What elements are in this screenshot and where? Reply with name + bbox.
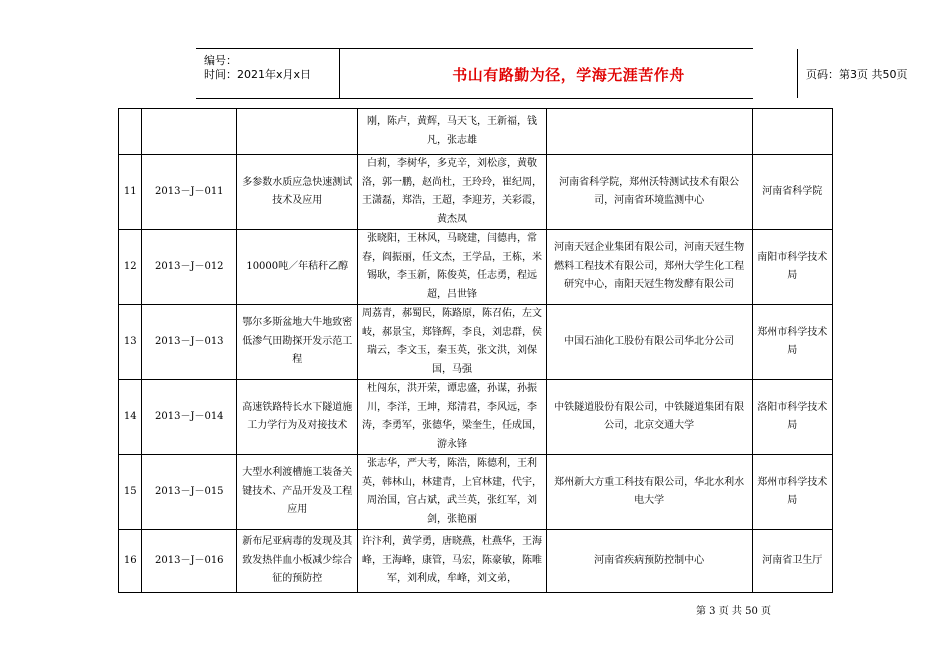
cell-dept: 郑州市科学技术局 [752, 455, 833, 530]
cell-title: 高速铁路特长水下隧道施工力学行为及对接技术 [237, 380, 358, 455]
cell-num [119, 109, 142, 155]
cell-org: 河南省科学院，郑州沃特测试技术有限公司，河南省环境监测中心 [546, 155, 752, 230]
cell-people: 杜闯东，洪开荣，谭忠盛，孙谋，孙振川，李洋，王坤，郑清君，李风远，李涛，李勇军，张德华，梁奎生，任成国，游永锋 [358, 380, 546, 455]
cell-title [237, 109, 358, 155]
cell-code: 2013－J－012 [142, 230, 237, 305]
cell-code: 2013－J－013 [142, 305, 237, 380]
table-row [119, 230, 833, 305]
cell-org: 郑州新大方重工科技有限公司，华北水利水电大学 [546, 455, 752, 530]
cell-title: 新布尼亚病毒的发现及其致发热伴血小板减少综合征的预防控 [237, 530, 358, 593]
cell-people: 许汴利，黄学勇，唐晓燕，杜燕华，王海峰，王海峰，康管，马宏，陈豪敏，陈唯军，刘利成，牟峰，刘文弟， [358, 530, 546, 593]
cell-org: 河南省疾病预防控制中心 [546, 530, 752, 593]
cell-title: 大型水利渡槽施工装备关键技术、产品开发及工程应用 [237, 455, 358, 530]
header-meta [196, 49, 339, 98]
cell-num: 14 [119, 380, 142, 455]
header-motto-cell [339, 49, 798, 98]
table-row [119, 530, 833, 593]
cell-code: 2013－J－016 [142, 530, 237, 593]
cell-code: 2013－J－011 [142, 155, 237, 230]
cell-people: 周荔青，郝蜀民，陈路原，陈召佑，左文岐，郝景宝，郑锋辉，李良，刘忠群，侯瑞云，李文玉，秦玉英，张文洪，刘保国，马强 [358, 305, 546, 380]
cell-dept: 河南省科学院 [752, 155, 833, 230]
cell-num: 13 [119, 305, 142, 380]
motto: 书山有路勤为径，学海无涯苦作舟 [452, 66, 685, 84]
table-row [119, 380, 833, 455]
cell-dept: 河南省卫生厅 [752, 530, 833, 593]
time-label: 时间：2021年x月x日 [204, 68, 312, 81]
award-table [118, 108, 833, 593]
cell-title: 10000吨／年秸秆乙醇 [237, 230, 358, 305]
header-page-cell [798, 49, 950, 98]
cell-code: 2013－J－015 [142, 455, 237, 530]
number-label: 编号： [204, 54, 237, 67]
cell-dept: 郑州市科学技术局 [752, 305, 833, 380]
cell-people: 刚，陈卢，黄辉，马天飞，王新福，钱凡，张志雄 [358, 109, 546, 155]
page-header [196, 48, 908, 99]
cell-people: 白莉，李树华，多克辛，刘松彦，黄敬洛，郭一鹏，赵尚杜，王玲玲，崔纪周，王潇磊，郑浩，王超，李迎芳，关彩霞，黄杰凤 [358, 155, 546, 230]
page-footer: 第 3 页 共 50 页 [696, 606, 771, 617]
cell-code: 2013－J－014 [142, 380, 237, 455]
cell-dept: 南阳市科学技术局 [752, 230, 833, 305]
page-label: 页码：第3页 共50页 [806, 68, 908, 81]
cell-num: 15 [119, 455, 142, 530]
table-row [119, 155, 833, 230]
cell-org: 中铁隧道股份有限公司，中铁隧道集团有限公司，北京交通大学 [546, 380, 752, 455]
cell-title: 鄂尔多斯盆地大牛地致密低渗气田勘探开发示范工程 [237, 305, 358, 380]
cell-dept [752, 109, 833, 155]
cell-org [546, 109, 752, 155]
cell-num: 12 [119, 230, 142, 305]
cell-org: 中国石油化工股份有限公司华北分公司 [546, 305, 752, 380]
table-row [119, 455, 833, 530]
award-table-body [119, 109, 833, 593]
table-row [119, 305, 833, 380]
cell-title: 多参数水质应急快速测试技术及应用 [237, 155, 358, 230]
cell-people: 张志华，严大考，陈浩，陈德利，王利英，韩林山，林建青，上官林建，代宇，周治国，宫占斌，武兰英，张红军，刘剑，张艳丽 [358, 455, 546, 530]
cell-org: 河南天冠企业集团有限公司，河南天冠生物燃料工程技术有限公司，郑州大学生化工程研究中心，南阳天冠生物发酵有限公司 [546, 230, 752, 305]
cell-people: 张晓阳，王林风，马晓建，闫德冉，常春，阎振丽，任文杰，王学品，王栋，米锡耿，李玉新，陈俊英，任志勇，程远超，吕世锋 [358, 230, 546, 305]
cell-dept: 洛阳市科学技术局 [752, 380, 833, 455]
cell-num: 16 [119, 530, 142, 593]
cell-num: 11 [119, 155, 142, 230]
cell-code [142, 109, 237, 155]
table-row [119, 109, 833, 155]
